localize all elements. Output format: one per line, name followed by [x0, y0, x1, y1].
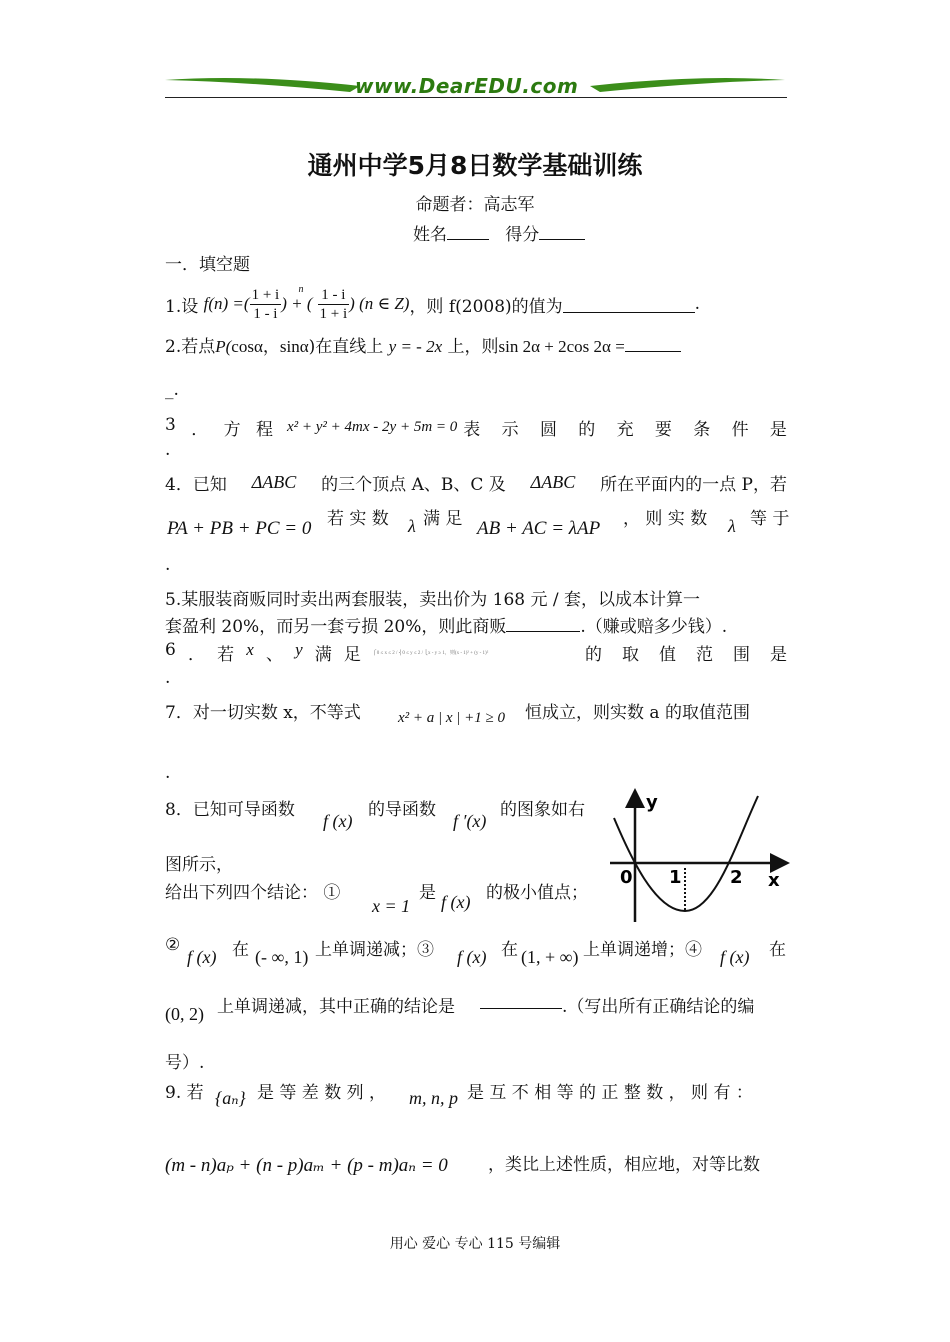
question-4-line1: 4．已知 ΔABC 的三个顶点 A、B、C 及 ΔABC 所在平面内的一点 P，若	[165, 472, 787, 495]
q6-suffix: 的 取 值 范 围 是	[585, 645, 787, 665]
y-label: y	[646, 792, 658, 813]
q7-continuation: .	[165, 763, 171, 783]
question-2: 2.若点P(cosα，sinα)在直线上 y = - 2x 上，则sin 2α + 2cos 2α =	[165, 332, 681, 357]
name-label: 姓名	[413, 225, 447, 245]
left-swoosh	[165, 78, 360, 92]
page-title: 通州中学5月8日数学基础训练	[307, 151, 643, 180]
q1-fraction-2: $\frac{1 - i}{1 + i}$	[319, 286, 348, 322]
question-7: 7．对一切实数 x，不等式 x² + a | x | +1 ≥ 0 恒成立，则实数 a 的取值范围	[165, 703, 750, 726]
q1-lhs: f(n) =(	[203, 294, 250, 313]
origin-label: 0	[620, 867, 633, 888]
question-3	[165, 415, 787, 440]
question-8-line3: 给出下列四个结论： ① x = 1 是 f (x) 的极小值点；	[165, 883, 588, 916]
q1-condition: ) (n ∈ Z)	[349, 294, 410, 313]
q2-answer-blank[interactable]	[625, 335, 681, 352]
q1-answer-blank[interactable]	[563, 296, 695, 313]
q3-prefix: 3 ． 方 程	[165, 415, 273, 440]
derivative-graph	[600, 786, 790, 926]
question-9-line1: 9. 若 {aₙ} 是 等 差 数 列 ， m, n, p 是 互 不 相 等 的 正 整 数 ， 则 有 ：	[165, 1083, 753, 1108]
question-8-last: 号）.	[165, 1053, 205, 1073]
question-4-line2: PA + PB + PC = 0 若 实 数 λ 满 足 AB + AC = λAP ， 则 实 数 λ 等 于	[167, 509, 790, 539]
x-label: x	[768, 870, 780, 891]
header-rule	[165, 97, 787, 98]
q1-text: ，则 f(2008)的值为	[409, 296, 563, 317]
footer: 用心 爱心 专心 115 号编辑	[389, 1236, 561, 1252]
tick-2-label: 2	[730, 867, 743, 888]
q3-equation: x² + y² + 4mx - 2y + 5m = 0	[287, 419, 458, 435]
q5-answer-blank[interactable]	[506, 615, 580, 632]
q3-continuation: .	[165, 440, 171, 460]
q1-fraction-1: $\frac{1 + i}{1 - i}$	[251, 286, 280, 322]
question-8-line1: 8．已知可导函数 f (x) 的导函数 f ′(x) 的图象如右	[165, 800, 585, 831]
name-score-line	[413, 220, 585, 245]
q2-continuation: _.	[165, 380, 179, 400]
name-blank[interactable]	[447, 223, 489, 240]
score-blank[interactable]	[539, 223, 585, 240]
question-6	[165, 640, 787, 665]
section-heading: 一．填空题	[165, 255, 250, 275]
question-9-line2: (m - n)aₚ + (n - p)aₘ + (p - m)aₙ = 0 ，类比上述性质，相应地，对等比数	[165, 1155, 760, 1176]
q6-prefix: 6 ． 若 x 、 y 满 足	[165, 640, 361, 665]
q6-continuation: .	[165, 668, 171, 688]
q3-suffix: 表 示 圆 的 充 要 条 件 是	[463, 420, 787, 440]
q4-continuation: .	[165, 555, 171, 575]
question-1: 1.设 f(n) =( $\frac{1 + i}{1 - i}$ ) + ($^n$ $\frac{1 - i}{1 + i}$ ) (n ∈ Z) ，则 f(2008)的值为 .	[165, 284, 701, 322]
q6-system: ⎧0 ≤ x ≤ 2 / ⎨0 ≤ y ≤ 2 / ⎩x - y ≥ 1，则(x - 1)² + (y - 1)²	[373, 651, 489, 656]
tick-1-label: 1	[669, 867, 682, 888]
question-5-line1: 5.某服装商贩同时卖出两套服装，卖出价为 168 元 / 套，以成本计算一	[165, 590, 701, 610]
q8-answer-blank[interactable]	[480, 992, 562, 1009]
q1-plus: ) + ($^n$	[281, 284, 313, 313]
question-8-line4: ② f (x) 在 (- ∞, 1) 上单调递减；③ f (x) 在 (1, + ∞) 上单调递增；④ f (x) 在	[165, 935, 786, 967]
right-swoosh	[590, 78, 785, 92]
question-8-line2: 图所示，	[165, 855, 233, 875]
q1-number: 1.设	[165, 296, 199, 317]
logo-text: www.DearEDU.com	[355, 74, 579, 98]
score-label: 得分	[505, 225, 540, 245]
author-line: 命题者：高志军	[415, 195, 535, 215]
question-8-line5: (0, 2) 上单调递减，其中正确的结论是 .（写出所有正确结论的编	[165, 992, 787, 1032]
question-5-line2: 套盈利 20%，而另一套亏损 20%，则此商贩 .（赚或赔多少钱）.	[165, 617, 728, 637]
